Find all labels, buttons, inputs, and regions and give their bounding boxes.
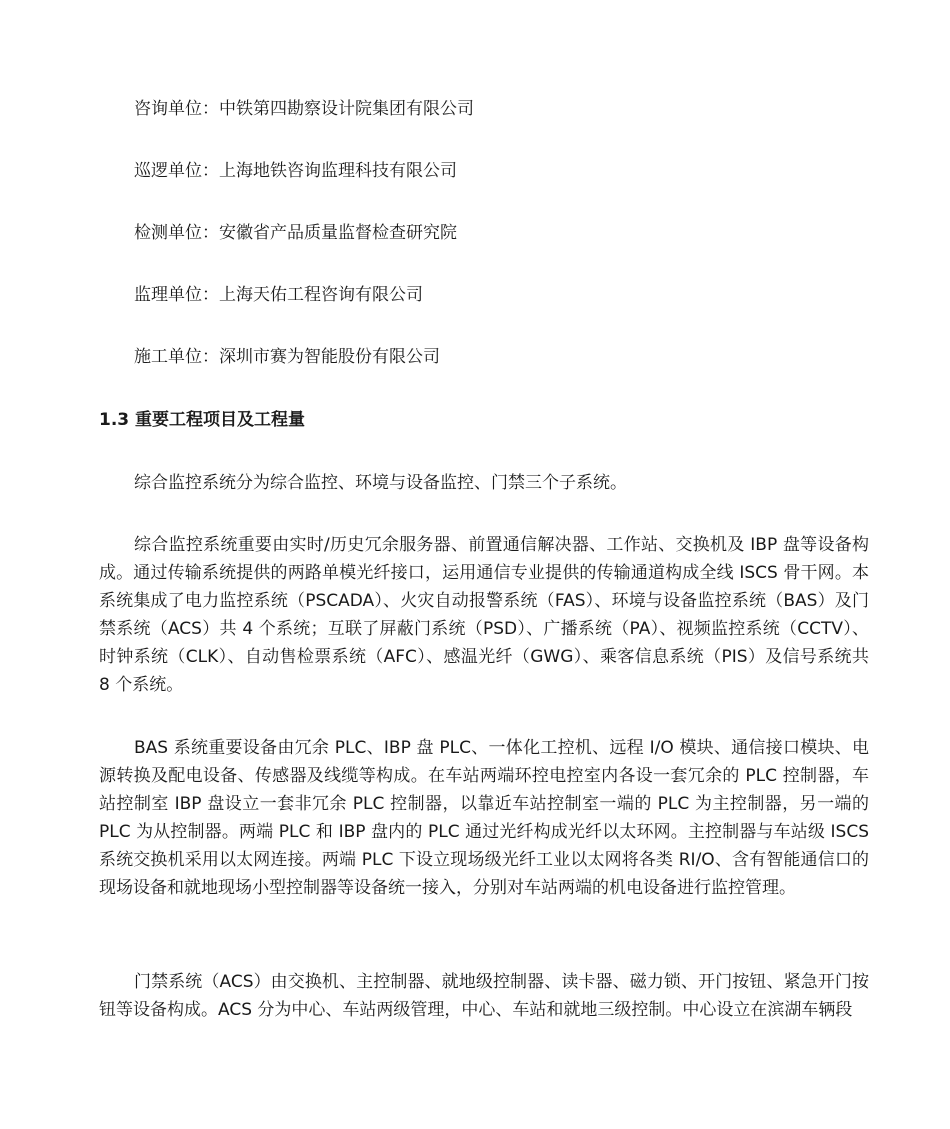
unit-label: 巡逻单位： (134, 161, 219, 181)
unit-value: 安徽省产品质量监督检查研究院 (219, 223, 457, 243)
consulting-unit-line (134, 97, 474, 121)
unit-value: 上海地铁咨询监理科技有限公司 (219, 161, 457, 181)
unit-label: 咨询单位： (134, 99, 219, 119)
paragraph-bas: BAS 系统重要设备由冗余 PLC、IBP 盘 PLC、一体化工控机、远程 I/O 模块、通信接口模块、电源转换及配电设备、传感器及线缆等构成。在车站两端环控电控室内各设一套冗余的 PLC 控制器，车站控制室 IBP 盘设立一套非冗余 PLC 控制器，以靠近车站控制室一端的 PLC 为主控制器，另一端的 PLC 为从控制器。两端 PLC 和 IBP 盘内的 PLC 通过光纤构成光纤以太环网。主控制器与车站级 ISCS 系统交换机采用以太网连接。两端 PLC 下设立现场级光纤工业以太网将各类 RI/O、含有智能通信口的现场设备和就地现场小型控制器等设备统一接入，分别对车站两端的机电设备进行监控管理。 (99, 738, 869, 898)
paragraph-acs: 门禁系统（ACS）由交换机、主控制器、就地级控制器、读卡器、磁力锁、开门按钮、紧急开门按钮等设备构成。ACS 分为中心、车站两级管理，中心、车站和就地三级控制。中心设立在滨湖车辆段 (99, 972, 869, 1020)
supervision-unit-line (134, 283, 423, 307)
section-heading: 1.3 重要工程项目及工程量 (99, 410, 306, 430)
unit-label: 检测单位： (134, 223, 219, 243)
paragraph-subsystems: 综合监控系统分为综合监控、环境与设备监控、门禁三个子系统。 (134, 473, 627, 493)
unit-value: 深圳市赛为智能股份有限公司 (219, 347, 440, 367)
unit-label: 施工单位： (134, 347, 219, 367)
unit-value: 中铁第四勘察设计院集团有限公司 (219, 99, 474, 119)
testing-unit-line (134, 221, 457, 245)
patrol-unit-line (134, 159, 457, 183)
unit-value: 上海天佑工程咨询有限公司 (219, 285, 423, 305)
construction-unit-line (134, 345, 440, 369)
paragraph-iscs: 综合监控系统重要由实时/历史冗余服务器、前置通信解决器、工作站、交换机及 IBP 盘等设备构成。通过传输系统提供的两路单模光纤接口，运用通信专业提供的传输通道构成全线 ISCS 骨干网。本系统集成了电力监控系统（PSCADA）、火灾自动报警系统（FAS）、环境与设备监控系统（BAS）及门禁系统（ACS）共 4 个系统；互联了屏蔽门系统（PSD）、广播系统（PA）、视频监控系统（CCTV）、时钟系统（CLK）、自动售检票系统（AFC）、感温光纤（GWG）、乘客信息系统（PIS）及信号系统共 8 个系统。 (99, 535, 869, 695)
unit-label: 监理单位： (134, 285, 219, 305)
